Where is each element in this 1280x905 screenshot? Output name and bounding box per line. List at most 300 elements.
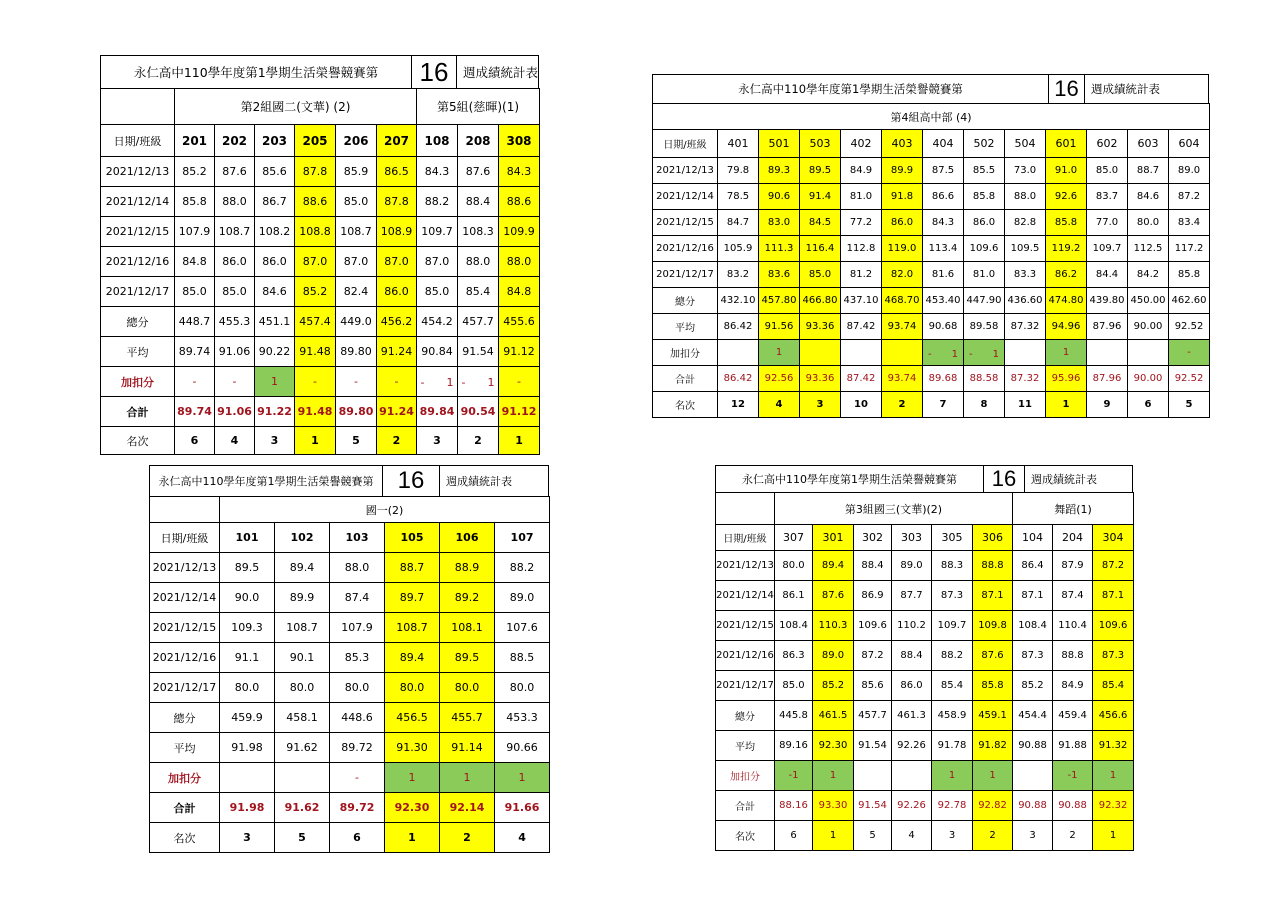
table-row [150, 733, 550, 763]
bonus-cell [718, 340, 759, 366]
rank-cell: 12 [718, 392, 759, 418]
row-label: 總分 [653, 288, 718, 314]
score-cell: 86.0 [964, 210, 1005, 236]
total-cell: 89.72 [330, 793, 385, 823]
total-cell: 92.32 [1093, 791, 1134, 821]
group-label: 第5組(慈暉)(1) [417, 89, 540, 125]
score-cell: 108.8 [295, 217, 336, 247]
table-row [101, 337, 540, 367]
class-header: 103 [330, 523, 385, 553]
row-label: 2021/12/13 [716, 551, 775, 581]
score-cell: 109.7 [1087, 236, 1128, 262]
score-table [100, 88, 540, 455]
score-cell: 90.68 [923, 314, 964, 340]
score-cell: 90.88 [1013, 731, 1053, 761]
score-cell: 89.74 [175, 337, 215, 367]
total-cell: 91.48 [295, 397, 336, 427]
score-cell: 91.4 [800, 184, 841, 210]
row-label: 名次 [150, 823, 220, 853]
class-header: 206 [336, 125, 377, 157]
class-header: 302 [854, 525, 892, 551]
score-cell: 87.8 [377, 187, 417, 217]
table-row [653, 158, 1210, 184]
score-table [715, 492, 1134, 851]
score-cell: 88.2 [495, 553, 550, 583]
rank-cell: 3 [800, 392, 841, 418]
score-cell: 85.9 [336, 157, 377, 187]
score-cell: 85.0 [417, 277, 458, 307]
score-cell: 85.5 [964, 158, 1005, 184]
bonus-cell: 1 [1093, 761, 1134, 791]
row-label: 加扣分 [716, 761, 775, 791]
row-label: 平均 [101, 337, 175, 367]
score-cell: 436.60 [1005, 288, 1046, 314]
row-label: 2021/12/14 [101, 187, 175, 217]
rank-cell: 6 [1128, 392, 1169, 418]
score-cell: 85.8 [973, 671, 1013, 701]
score-cell: 91.30 [385, 733, 440, 763]
row-label: 2021/12/17 [101, 277, 175, 307]
score-cell: 85.0 [1087, 158, 1128, 184]
sheet-title-bar [100, 55, 539, 89]
score-cell: 87.6 [458, 157, 499, 187]
score-cell: 86.42 [718, 314, 759, 340]
total-cell: 90.88 [1013, 791, 1053, 821]
score-cell: 89.9 [882, 158, 923, 184]
total-cell: 87.32 [1005, 366, 1046, 392]
class-header: 503 [800, 130, 841, 158]
score-cell: 89.80 [336, 337, 377, 367]
score-cell: 85.2 [1013, 671, 1053, 701]
score-cell: 89.5 [800, 158, 841, 184]
score-cell: 108.7 [336, 217, 377, 247]
score-cell: 87.6 [973, 641, 1013, 671]
score-cell: 91.12 [499, 337, 540, 367]
rank-cell: 1 [295, 427, 336, 455]
rank-cell: 3 [220, 823, 275, 853]
score-cell: 86.0 [215, 247, 255, 277]
class-header: 207 [377, 125, 417, 157]
bonus-cell: - [499, 367, 540, 397]
rank-cell: 5 [1169, 392, 1210, 418]
score-cell: 445.8 [775, 701, 813, 731]
score-cell: 450.00 [1128, 288, 1169, 314]
score-cell: 111.3 [759, 236, 800, 262]
total-cell: 87.96 [1087, 366, 1128, 392]
sheet-title-bar [652, 74, 1209, 104]
score-cell: 86.5 [377, 157, 417, 187]
total-cell: 90.54 [458, 397, 499, 427]
row-label: 2021/12/15 [716, 611, 775, 641]
score-cell: 82.8 [1005, 210, 1046, 236]
score-cell: 91.98 [220, 733, 275, 763]
score-cell: 88.0 [215, 187, 255, 217]
bonus-cell: -1 [775, 761, 813, 791]
table-row [101, 187, 540, 217]
sheet-title: 永仁高中110學年度第1學期生活榮譽競賽第 [133, 65, 379, 80]
group-row [150, 497, 550, 523]
score-cell: 84.3 [923, 210, 964, 236]
score-cell: 85.2 [175, 157, 215, 187]
score-cell: 91.48 [295, 337, 336, 367]
score-cell: 457.7 [458, 307, 499, 337]
rank-cell: 11 [1005, 392, 1046, 418]
score-cell: 94.96 [1046, 314, 1087, 340]
class-header: 404 [923, 130, 964, 158]
score-cell: 90.0 [220, 583, 275, 613]
row-label: 2021/12/17 [716, 671, 775, 701]
week-number: 16 [411, 56, 457, 88]
bonus-cell: - [215, 367, 255, 397]
score-cell: 86.7 [255, 187, 295, 217]
score-cell: 85.0 [175, 277, 215, 307]
score-cell: 87.4 [1053, 581, 1093, 611]
score-cell: 91.56 [759, 314, 800, 340]
score-cell: 109.6 [1093, 611, 1134, 641]
score-cell: 83.2 [718, 262, 759, 288]
row-label: 總分 [101, 307, 175, 337]
score-cell: 85.4 [1093, 671, 1134, 701]
score-cell: 110.3 [813, 611, 854, 641]
score-cell: 453.40 [923, 288, 964, 314]
sheet-title-bar [149, 465, 549, 497]
rank-cell: 3 [417, 427, 458, 455]
rank-cell: 9 [1087, 392, 1128, 418]
class-header: 401 [718, 130, 759, 158]
score-cell: 88.2 [417, 187, 458, 217]
score-cell: 107.9 [175, 217, 215, 247]
score-cell: 90.66 [495, 733, 550, 763]
score-cell: 85.0 [336, 187, 377, 217]
score-cell: 109.6 [964, 236, 1005, 262]
table-row [150, 823, 550, 853]
table-row [150, 643, 550, 673]
score-cell: 83.4 [1169, 210, 1210, 236]
score-cell: 87.0 [295, 247, 336, 277]
bonus-cell: 1 [495, 763, 550, 793]
row-label: 2021/12/13 [653, 158, 718, 184]
score-cell: 84.9 [1053, 671, 1093, 701]
score-cell: 92.6 [1046, 184, 1087, 210]
week-number: 16 [382, 466, 440, 496]
score-cell: 455.6 [499, 307, 540, 337]
score-cell: 80.0 [330, 673, 385, 703]
score-cell: 85.0 [775, 671, 813, 701]
score-cell: 87.3 [1093, 641, 1134, 671]
table-row [716, 701, 1134, 731]
total-cell: 92.82 [973, 791, 1013, 821]
score-cell: 86.0 [892, 671, 932, 701]
score-cell: 451.1 [255, 307, 295, 337]
score-cell: 116.4 [800, 236, 841, 262]
score-cell: 86.3 [775, 641, 813, 671]
total-cell: 88.58 [964, 366, 1005, 392]
score-cell: 454.2 [417, 307, 458, 337]
table-row [653, 210, 1210, 236]
score-cell: 455.7 [440, 703, 495, 733]
score-cell: 90.1 [275, 643, 330, 673]
score-cell: 468.70 [882, 288, 923, 314]
score-cell: 85.8 [1169, 262, 1210, 288]
score-cell: 85.6 [854, 671, 892, 701]
table-row [101, 247, 540, 277]
week-number: 16 [983, 466, 1025, 492]
rank-cell: 8 [964, 392, 1005, 418]
score-cell: 87.7 [892, 581, 932, 611]
bonus-cell: 1 [255, 367, 295, 397]
score-cell: 81.2 [841, 262, 882, 288]
score-cell: 432.10 [718, 288, 759, 314]
table-row [653, 288, 1210, 314]
row-label: 2021/12/16 [150, 643, 220, 673]
score-cell: 87.2 [854, 641, 892, 671]
row-label: 總分 [716, 701, 775, 731]
total-cell: 91.12 [499, 397, 540, 427]
total-cell: 91.98 [220, 793, 275, 823]
score-cell: 89.4 [385, 643, 440, 673]
score-cell: 89.9 [275, 583, 330, 613]
rank-cell: 3 [1013, 821, 1053, 851]
table-row [101, 427, 540, 455]
score-cell: 456.6 [1093, 701, 1134, 731]
bonus-cell [892, 761, 932, 791]
sheet-title: 永仁高中110學年度第1學期生活榮譽競賽第 [738, 82, 963, 96]
table-row [150, 793, 550, 823]
group-row [716, 493, 1134, 525]
bonus-cell: - [175, 367, 215, 397]
score-cell: 85.8 [964, 184, 1005, 210]
score-cell: 108.9 [377, 217, 417, 247]
group-label: 第4組高中部 (4) [653, 104, 1210, 130]
score-cell: 91.54 [854, 731, 892, 761]
score-cell: 80.0 [385, 673, 440, 703]
rank-cell: 10 [841, 392, 882, 418]
score-cell: 89.4 [813, 551, 854, 581]
row-label: 加扣分 [101, 367, 175, 397]
score-cell: 107.6 [495, 613, 550, 643]
row-label: 2021/12/15 [101, 217, 175, 247]
score-cell: 90.00 [1128, 314, 1169, 340]
bonus-cell [1128, 340, 1169, 366]
score-cell: 80.0 [275, 673, 330, 703]
sheet-title-suffix: 週成績統計表 [446, 475, 512, 488]
score-cell: 89.0 [892, 551, 932, 581]
bonus-cell: - 1 [923, 340, 964, 366]
score-cell: 91.78 [932, 731, 973, 761]
score-cell: 88.7 [385, 553, 440, 583]
score-cell: 91.14 [440, 733, 495, 763]
score-cell: 112.5 [1128, 236, 1169, 262]
bonus-cell [220, 763, 275, 793]
class-header: 201 [175, 125, 215, 157]
score-cell: 84.8 [175, 247, 215, 277]
score-cell: 89.16 [775, 731, 813, 761]
total-cell: 92.26 [892, 791, 932, 821]
score-cell: 109.7 [932, 611, 973, 641]
score-cell: 84.3 [417, 157, 458, 187]
row-label: 加扣分 [653, 340, 718, 366]
rank-cell: 1 [1093, 821, 1134, 851]
bonus-cell: - 1 [458, 367, 499, 397]
score-cell: 448.6 [330, 703, 385, 733]
row-label: 2021/12/16 [653, 236, 718, 262]
score-cell: 88.6 [295, 187, 336, 217]
date-class-header: 日期/班級 [716, 525, 775, 551]
score-cell: 88.0 [499, 247, 540, 277]
total-cell: 92.14 [440, 793, 495, 823]
row-label: 名次 [653, 392, 718, 418]
score-cell: 93.36 [800, 314, 841, 340]
score-cell: 85.2 [295, 277, 336, 307]
class-header: 205 [295, 125, 336, 157]
bonus-cell [854, 761, 892, 791]
group-label: 第2組國二(文華) (2) [175, 89, 417, 125]
score-cell: 88.4 [892, 641, 932, 671]
total-cell: 89.68 [923, 366, 964, 392]
score-cell: 88.2 [932, 641, 973, 671]
score-cell: 85.6 [255, 157, 295, 187]
group-row [101, 89, 540, 125]
score-cell: 88.8 [1053, 641, 1093, 671]
total-cell: 91.06 [215, 397, 255, 427]
row-label: 2021/12/17 [150, 673, 220, 703]
score-cell: 87.1 [1013, 581, 1053, 611]
class-header: 501 [759, 130, 800, 158]
row-label: 合計 [150, 793, 220, 823]
score-cell: 82.0 [882, 262, 923, 288]
score-cell: 87.0 [336, 247, 377, 277]
table-row [653, 184, 1210, 210]
table-row [653, 262, 1210, 288]
score-cell: 85.8 [175, 187, 215, 217]
table-row [150, 583, 550, 613]
score-cell: 89.3 [759, 158, 800, 184]
score-cell: 80.0 [1128, 210, 1169, 236]
score-cell: 458.9 [932, 701, 973, 731]
rank-cell: 5 [854, 821, 892, 851]
row-label: 2021/12/13 [101, 157, 175, 187]
class-header: 303 [892, 525, 932, 551]
score-cell: 108.4 [1013, 611, 1053, 641]
score-cell: 86.9 [854, 581, 892, 611]
class-header: 308 [499, 125, 540, 157]
group-corner [101, 89, 175, 125]
bonus-cell: - 1 [964, 340, 1005, 366]
bonus-cell [800, 340, 841, 366]
total-cell: 89.84 [417, 397, 458, 427]
score-cell: 459.4 [1053, 701, 1093, 731]
score-cell: 86.0 [882, 210, 923, 236]
total-cell: 89.74 [175, 397, 215, 427]
total-cell: 92.56 [759, 366, 800, 392]
total-cell: 88.16 [775, 791, 813, 821]
row-label: 2021/12/15 [653, 210, 718, 236]
score-cell: 80.0 [495, 673, 550, 703]
score-cell: 90.6 [759, 184, 800, 210]
bonus-cell: - 1 [417, 367, 458, 397]
score-cell: 92.26 [892, 731, 932, 761]
score-cell: 89.7 [385, 583, 440, 613]
sheet-title-suffix: 週成績統計表 [1091, 82, 1160, 96]
score-cell: 89.2 [440, 583, 495, 613]
table-row [653, 314, 1210, 340]
score-cell: 80.0 [775, 551, 813, 581]
table-row [716, 671, 1134, 701]
total-cell: 92.52 [1169, 366, 1210, 392]
total-cell: 87.42 [841, 366, 882, 392]
row-label: 2021/12/13 [150, 553, 220, 583]
score-cell: 453.3 [495, 703, 550, 733]
score-cell: 87.8 [295, 157, 336, 187]
bonus-cell [275, 763, 330, 793]
score-cell: 117.2 [1169, 236, 1210, 262]
score-cell: 85.4 [458, 277, 499, 307]
score-cell: 92.52 [1169, 314, 1210, 340]
bonus-cell [1013, 761, 1053, 791]
score-cell: 85.0 [800, 262, 841, 288]
score-cell: 105.9 [718, 236, 759, 262]
score-cell: 85.2 [813, 671, 854, 701]
score-cell: 88.3 [932, 551, 973, 581]
score-cell: 84.7 [718, 210, 759, 236]
total-cell: 91.66 [495, 793, 550, 823]
score-cell: 85.4 [932, 671, 973, 701]
score-cell: 83.3 [1005, 262, 1046, 288]
score-cell: 81.0 [964, 262, 1005, 288]
score-cell: 455.3 [215, 307, 255, 337]
score-cell: 113.4 [923, 236, 964, 262]
row-label: 名次 [101, 427, 175, 455]
score-cell: 89.72 [330, 733, 385, 763]
total-cell: 91.22 [255, 397, 295, 427]
total-cell: 93.30 [813, 791, 854, 821]
score-cell: 78.5 [718, 184, 759, 210]
bonus-cell: -1 [1053, 761, 1093, 791]
rank-cell: 3 [255, 427, 295, 455]
total-cell: 91.62 [275, 793, 330, 823]
score-cell: 462.60 [1169, 288, 1210, 314]
rank-cell: 2 [458, 427, 499, 455]
class-header: 101 [220, 523, 275, 553]
rank-cell: 1 [813, 821, 854, 851]
row-label: 2021/12/16 [716, 641, 775, 671]
score-cell: 90.22 [255, 337, 295, 367]
score-cell: 86.1 [775, 581, 813, 611]
score-cell: 87.0 [377, 247, 417, 277]
rank-cell: 1 [1046, 392, 1087, 418]
rank-cell: 6 [775, 821, 813, 851]
table-row [716, 731, 1134, 761]
rank-cell: 4 [759, 392, 800, 418]
score-cell: 457.80 [759, 288, 800, 314]
score-cell: 91.88 [1053, 731, 1093, 761]
score-cell: 89.0 [1169, 158, 1210, 184]
bonus-cell [882, 340, 923, 366]
sheet-title-bar [715, 465, 1133, 493]
table-row [101, 277, 540, 307]
group-label: 第3組國三(文華)(2) [775, 493, 1013, 525]
table-row [716, 791, 1134, 821]
total-cell: 92.78 [932, 791, 973, 821]
row-label: 加扣分 [150, 763, 220, 793]
score-cell: 91.1 [220, 643, 275, 673]
rank-cell: 1 [385, 823, 440, 853]
class-header: 504 [1005, 130, 1046, 158]
score-cell: 108.7 [385, 613, 440, 643]
score-cell: 77.0 [1087, 210, 1128, 236]
date-class-header: 日期/班級 [150, 523, 220, 553]
table-row [150, 763, 550, 793]
